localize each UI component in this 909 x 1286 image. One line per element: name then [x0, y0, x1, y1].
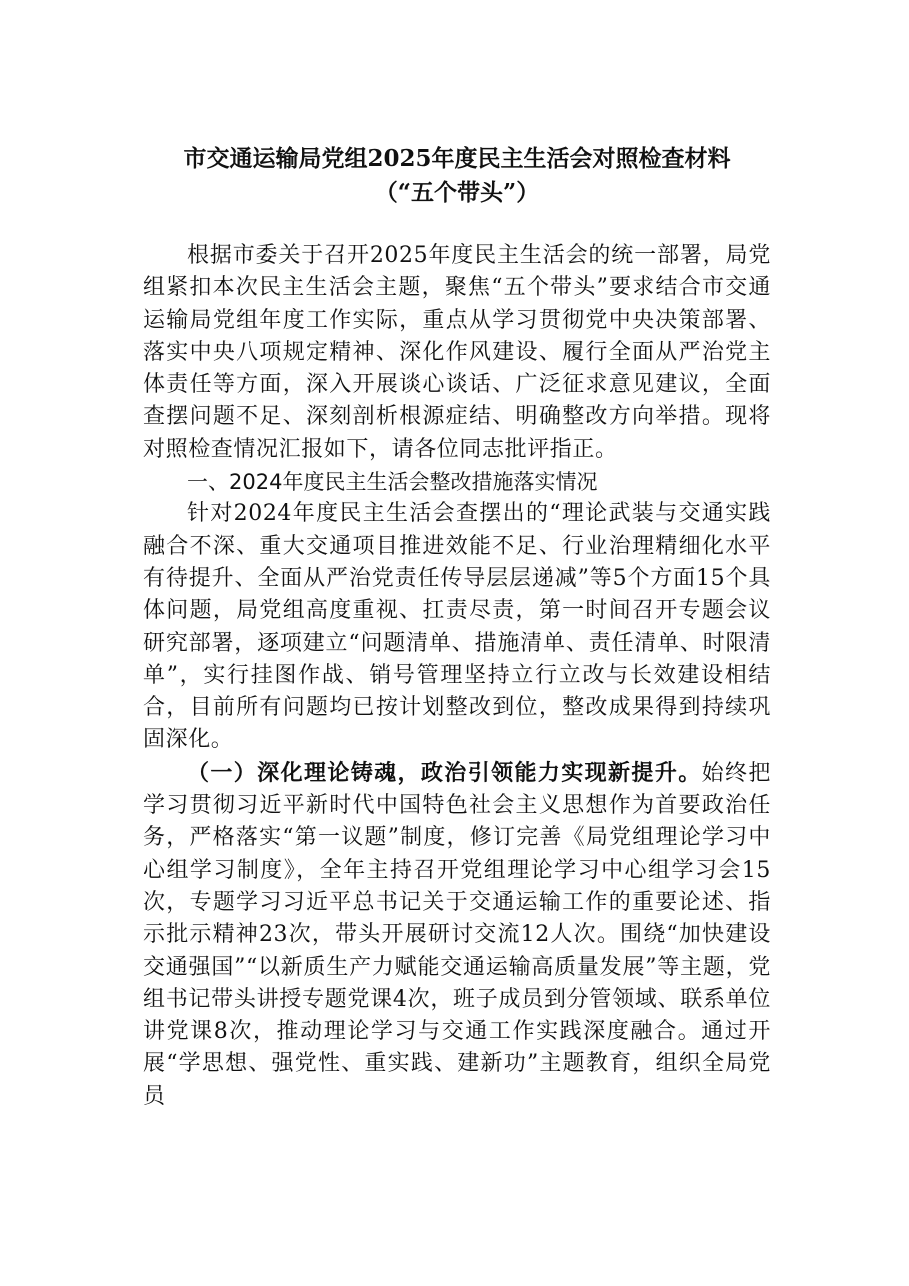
document-page — [143, 142, 771, 1113]
section-1-heading: 一、2024年度民主生活会整改措施落实情况 — [187, 470, 598, 495]
subsection-1-paragraph — [143, 757, 771, 1113]
document-subtitle: （“五个带头”） — [374, 179, 540, 206]
document-title: 市交通运输局党组2025年度民主生活会对照检查材料 — [183, 145, 731, 172]
document-body — [143, 240, 771, 1113]
section-1-paragraph: 针对2024年度民主生活会查摆出的“理论武装与交通实践融合不深、重大交通项目推进效能不足、行业治理精细化水平有待提升、全面从严治党责任传导层层递减”等5个方面15个具体问题，局党组高度重视、扛责尽责，第一时间召开专题会议研究部署，逐项建立“问题清单、措施清单、责任清单、时限清单”，实行挂图作战、销号管理坚持立行立改与长效建设相结合，目前所有问题均已按计划整改到位，整改成果得到持续巩固深化。 — [143, 501, 771, 753]
intro-paragraph: 根据市委关于召开2025年度民主生活会的统一部署，局党组紧扣本次民主生活会主题，聚焦“五个带头”要求结合市交通运输局党组年度工作实际，重点从学习贯彻党中央决策部署、落实中央八项规定精神、深化作风建设、履行全面从严治党主体责任等方面，深入开展谈心谈话、广泛征求意见建议，全面查摆问题不足、深刻剖析根源症结、明确整改方向举措。现将对照检查情况汇报如下，请各位同志批评指正。 — [143, 243, 771, 462]
subsection-1-lead: （一）深化理论铸魂，政治引领能力实现新提升。 — [187, 759, 702, 786]
subsection-1-text: 始终把学习贯彻习近平新时代中国特色社会主义思想作为首要政治任务，严格落实“第一议题”制度，修订完善《局党组理论学习中心组学习制度》，全年主持召开党组理论学习中心组学习会15次，专题学习习近平总书记关于交通运输工作的重要论述、指示批示精神23次，带头开展研讨交流12人次。围绕“加快建设交通强国”“以新质生产力赋能交通运输高质量发展”等主题，党组书记带头讲授专题党课4次，班子成员到分管领域、联系单位讲党课8次，推动理论学习与交通工作实践深度融合。通过开展“学思想、强党性、重实践、建新功”主题教育，组织全局党员 — [143, 760, 771, 1109]
